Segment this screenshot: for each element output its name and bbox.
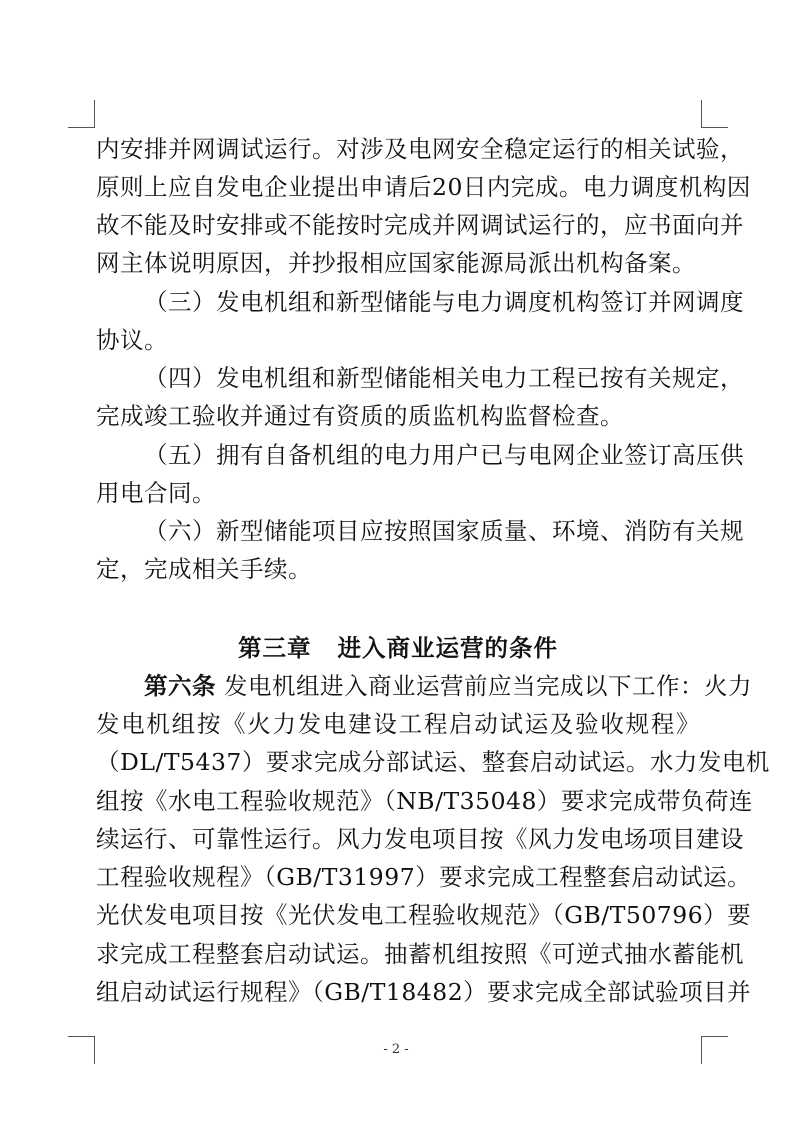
article-title: 第六条 xyxy=(144,672,216,700)
crop-mark-bottom-left xyxy=(68,1036,95,1037)
article-line: 求完成工程整套启动试运。抽蓄机组按照《可逆式抽水蓄能机 xyxy=(96,940,744,968)
chapter-title: 进入商业运营的条件 xyxy=(337,634,558,662)
crop-mark-top-left xyxy=(94,100,95,128)
body-line: 故不能及时安排或不能按时完成并网调试运行的，应书面向并 xyxy=(96,211,744,239)
article-line: 续运行、可靠性运行。风力发电项目按《风力发电场项目建设 xyxy=(96,825,744,853)
body-line: （六）新型储能项目应按照国家质量、环境、消防有关规 xyxy=(144,517,744,545)
body-line: 定，完成相关手续。 xyxy=(96,555,312,583)
article-line: 光伏发电项目按《光伏发电工程验收规范》（GB/T50796）要 xyxy=(96,901,752,929)
crop-mark-top-right xyxy=(701,127,728,128)
body-line: 内安排并网调试运行。对涉及电网安全稳定运行的相关试验， xyxy=(96,135,744,163)
body-line: （五）拥有自备机组的电力用户已与电网企业签订高压供 xyxy=(144,441,744,469)
chapter-heading xyxy=(96,630,700,666)
chapter-number: 第三章 xyxy=(238,634,312,662)
body-line: 原则上应自发电企业提出申请后20日内完成。电力调度机构因 xyxy=(96,173,751,201)
article-line: 组按《水电工程验收规范》（NB/T35048）要求完成带负荷连 xyxy=(96,787,753,815)
body-line: （三）发电机组和新型储能与电力调度机构签订并网调度 xyxy=(144,288,744,316)
crop-mark-top-right xyxy=(701,100,702,128)
article-text: 发电机组进入商业运营前应当完成以下工作：火力 xyxy=(223,672,752,700)
body-line: 网主体说明原因，并抄报相应国家能源局派出机构备案。 xyxy=(96,249,696,277)
article-line: （DL/T5437）要求完成分部试运、整套启动试运。水力发电机 xyxy=(96,748,770,776)
article-line: 工程验收规程》（GB/T31997）要求完成工程整套启动试运。 xyxy=(96,863,752,891)
body-line: 完成竣工验收并通过有资质的质监机构监督检查。 xyxy=(96,402,624,430)
crop-mark-bottom-right xyxy=(701,1036,728,1037)
body-line: 协议。 xyxy=(96,326,168,354)
crop-mark-top-left xyxy=(68,127,95,128)
body-line: 用电合同。 xyxy=(96,479,216,507)
body-line: （四）发电机组和新型储能相关电力工程已按有关规定， xyxy=(144,364,744,392)
page-number: - 2 - xyxy=(383,1042,409,1057)
article-line: 发电机组按《火力发电建设工程启动试运及验收规程》 xyxy=(96,710,700,738)
article-first-line xyxy=(144,668,752,704)
article-line: 组启动试运行规程》（GB/T18482）要求完成全部试验项目并 xyxy=(96,978,752,1006)
